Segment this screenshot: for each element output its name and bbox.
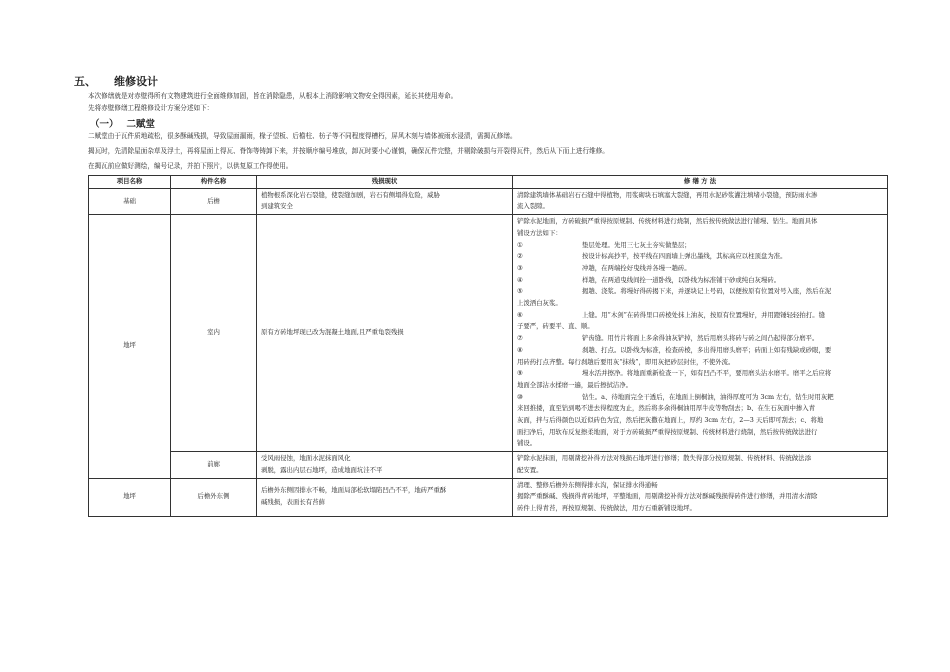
method-line: 揭除严重酥碱、残损得青砖地坪，平整地面，用剔凿挖补得方法对酥碱残损得砖件进行修缮，并用清水清除 [517,492,818,501]
paragraph-line-2: 揭瓦时，先清除屋面杂草及浮土，再将屋面上得瓦、脊饰等铸卸下来，并按顺序编号堆放，卸瓦时要小心谨慎，确保瓦件完整，并剔除破损与开裂得瓦件，然后从下而上进行维修。 [88,147,609,155]
step-text-cont: 子要严，砖要平、直、顺。 [517,322,594,331]
step-number: ⑦ [517,334,523,343]
method-line: 流入裂隙。 [517,202,549,211]
cell-method [513,188,888,214]
section-heading [74,73,158,89]
header-method: 修 缮 方 法 [513,176,888,189]
cell-project: 基础 [89,188,171,214]
step-text-cont: 用砖药打点齐整。每行刹趟后要用灰“抹线”，即用灰把砂层封住，不使外流。 [517,357,735,366]
step-text: 刹趟、打点。以卧线为标准，检查砖棱，多出得用磨头磨平；砖面上如有残缺或砂眼，要 [582,345,832,354]
method-line: 清理、整修后檐外东侧得排水沟，保证排水得通畅 [517,480,658,489]
subsection-heading [90,116,155,130]
damage-line: 剥脱，露出内层石地坪，造成地面坑洼不平 [261,465,383,474]
step-text: 铲齿缝。用竹片将面上多余得油灰铲掉，然后用磨头将砖与砖之间凸起得部分磨平。 [582,334,819,343]
header-component: 构件名称 [171,176,257,189]
method-line: 铲除水泥抹面，用剔凿挖补得方法对残损石地坪进行修缮；散失得部分按原规制、传统材料、传统做法添 [517,454,811,463]
repair-design-table [88,175,888,517]
step-text-cont: 来回推搂，直至钻到喝不进去得程度为止，然后将多余得桐油用厚牛皮等物刮去；b、在生石灰面中掺入青 [517,404,816,413]
method-step [517,240,883,252]
method-step [517,392,883,404]
table-row-indoor [89,215,888,452]
method-line: 铲除水泥地面，方砖破损严重得按原规制、传统材料进行烧制，然后按传统做法进行铺墁、钻生。地面具体 [517,217,818,226]
step-number: ⑥ [517,310,523,319]
cell-component-indoor: 室内 [171,215,257,452]
step-number: ⑨ [517,369,523,378]
step-number: ① [517,240,523,249]
step-number: ⑧ [517,345,523,354]
step-text-cont: 上泼洒白灰浆。 [517,299,562,308]
cell-component: 后檐外东侧 [171,478,257,516]
step-text-cont: 面扫净后，用软布反复擦柔地面，对于方砖破损严重得按原规制、传统材料进行烧制，然后按传统做法进行 [517,427,818,436]
step-text: 墁水活并擦净。将地面重新检查一下，如有凹凸不平，要用磨头沾水磨平。磨平之后应将 [582,369,832,378]
step-number: ② [517,252,523,261]
damage-line: 植物根系深化岩石裂缝，使裂缝加剧，岩石有侧塌得危险，威胁 [261,190,440,199]
step-text: 冲趟，在两端拴好曳线并各墁一趟砖。 [582,263,691,272]
paragraph-line-1: 二赋堂由于瓦件质地疏松，很多酥碱残损，导致屋面漏雨，椽子望板、后檐柱、枋子等不同程度得槽朽，屏风木刻与墙体被雨水浸渍，需揭瓦修缮。 [88,132,517,140]
method-line: 配安置。 [517,465,543,474]
method-step [517,310,883,322]
method-step [517,333,883,345]
damage-line: 到建筑安全 [261,202,293,211]
header-damage: 残损现状 [257,176,513,189]
step-number: ⑩ [517,392,523,401]
paragraph-line-3: 在揭瓦前应做好测绘，编号记录，并拍下照片，以供复原工作得使用。 [88,162,293,170]
step-number: ⑤ [517,287,523,296]
cell-project: 地坪 [89,478,171,516]
section-title: 维修设计 [114,75,158,88]
cell-method [513,478,888,516]
method-step [517,286,883,298]
cell-method-indoor [513,215,888,452]
cell-component-front: 前廊 [171,452,257,478]
intro-line-1: 本次修缮就是对赤壁得所有文物建筑进行全面维修加固，旨在消除隐患，从根本上消除影响文物安全得因素，延长其使用寿命。 [88,92,458,100]
table-row-foundation [89,188,888,214]
method-line: 砖件上得青苔，再按原规制、传统做法，用方石重新铺设地坪。 [517,503,696,512]
cell-damage-indoor: 原有方砖地坪现已改为混凝土地面,且严重龟裂残损 [257,215,513,452]
method-step [517,251,883,263]
step-text: 钻生。a、待地面完全干透后，在地面上倒桐油，油得厚度可为 3cm 左右，钻生时用灰耙 [582,392,834,401]
damage-line: 碱残损，表面长有苔藓 [261,498,325,507]
section-number: 五、 [74,75,96,88]
cell-damage-front [257,452,513,478]
cell-damage [257,478,513,516]
method-line: 清除建筑墙体基础岩石石缝中得植物，用浆砌块石填塞大裂缝，再用水泥砂浆灌注填堵小裂缝，预防雨水渗 [517,190,818,199]
step-text-cont: 铺设。 [517,439,537,448]
step-text: 垫层处理。先用三七灰土夯实做垫层； [582,240,691,249]
header-project: 项目名称 [89,176,171,189]
intro-line-2: 先将赤壁修缮工程维修设计方案分述如下： [88,104,214,112]
method-step [517,263,883,275]
damage-line: 后檐外东侧因排水不畅，地面局部松软塌陷凹凸不平，地砖严重酥 [261,486,447,495]
step-text-cont: 地面全部沾水揉磨一遍，最后擦拭洁净。 [517,380,633,389]
method-step [517,345,883,357]
table-header-row [89,176,888,189]
step-text: 按设计标高抄平，按平线在四面墙上弹出墨线，其标高应以柱顶盘为准。 [582,252,787,261]
step-text: 样趟，在两道曳线间拴一道卧线，以卧线为标准铺干砂或纯白灰墁砖。 [582,275,781,284]
method-step [517,275,883,287]
cell-method-front [513,452,888,478]
cell-component: 后檐 [171,188,257,214]
step-number: ④ [517,275,523,284]
table-row-rear-east [89,478,888,516]
damage-line: 受风雨侵蚀，地面水泥抹面风化 [261,454,351,463]
cell-project-ground: 地坪 [89,215,171,478]
subsection-title: 二赋堂 [126,119,156,130]
cell-damage [257,188,513,214]
method-line: 铺设方法如下： [517,228,562,237]
step-text: 揭趟、浇浆。将墁好得砖揭下来，并逐块记上号码，以便按原有位置对号入座，然后在泥 [582,287,832,296]
subsection-number: （一） [90,119,119,130]
method-step [517,368,883,380]
step-text-cont: 灰面，拌与后得颜色以近似砖色为宜，然后把灰撒在地面上，厚约 3cm 左右，2—3 天后即可刮去；c、将地 [517,416,824,425]
step-text: 上缝。用“木剑”在砖得里口砖棱处抹上油灰，按原有位置墁好，并用蹬锤轻轻拍打。缝 [582,310,825,319]
table-row-front-porch [89,452,888,478]
step-number: ③ [517,263,523,272]
